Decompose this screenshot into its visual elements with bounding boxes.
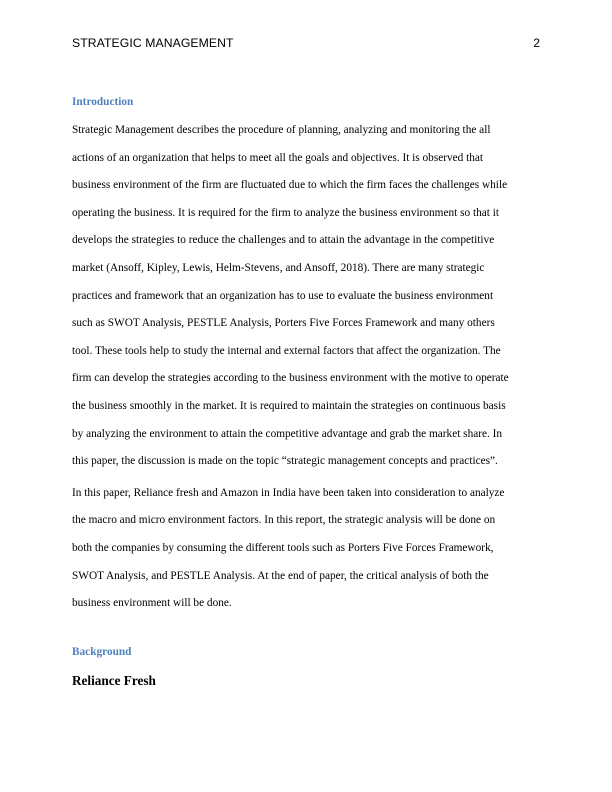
page-number: 2 xyxy=(533,36,540,50)
text-line: by analyzing the environment to attain the competitive advantage and grab the market share. In xyxy=(72,427,503,440)
running-title: STRATEGIC MANAGEMENT xyxy=(72,36,234,50)
text-line: develops the strategies to reduce the challenges and to attain the advantage in the competitive xyxy=(72,234,495,247)
text-line: tool. These tools help to study the internal and external factors that affect the organization. The xyxy=(72,344,501,357)
text-line: market (Ansoff, Kipley, Lewis, Helm-Stevens, and Ansoff, 2018). There are many strategic xyxy=(72,261,485,274)
text-line: both the companies by consuming the different tools such as Porters Five Forces Framework, xyxy=(72,541,494,554)
text-line: business environment will be done. xyxy=(72,597,232,610)
text-line: the business smoothly in the market. It is required to maintain the strategies on continuous basis xyxy=(72,399,506,412)
text-line: business environment of the firm are fluctuated due to which the firm faces the challenges while xyxy=(72,179,508,192)
text-line: Strategic Management describes the procedure of planning, analyzing and monitoring the all xyxy=(72,124,491,136)
text-line: this paper, the discussion is made on the topic “strategic management concepts and practices”. xyxy=(72,455,498,468)
text-line: In this paper, Reliance fresh and Amazon in India have been taken into consideration to analyze xyxy=(72,486,505,499)
introduction-paragraph-1 xyxy=(72,117,540,476)
text-line: practices and framework that an organization has to use to evaluate the business environment xyxy=(72,289,494,302)
text-line: such as SWOT Analysis, PESTLE Analysis, Porters Five Forces Framework and many others xyxy=(72,317,495,330)
text-line: firm can develop the strategies according to the business environment with the motive to operate xyxy=(72,372,509,385)
text-line: SWOT Analysis, and PESTLE Analysis. At the end of paper, the critical analysis of both the xyxy=(72,569,489,582)
text-line: the macro and micro environment factors. In this report, the strategic analysis will be done on xyxy=(72,514,496,527)
reliance-fresh-subheading: Reliance Fresh xyxy=(72,672,156,688)
text-line: actions of an organization that helps to meet all the goals and objectives. It is observed that xyxy=(72,151,484,164)
background-heading: Background xyxy=(72,645,132,658)
text-line: operating the business. It is required for the firm to analyze the business environment so that it xyxy=(72,206,499,219)
running-header xyxy=(72,35,540,51)
document-body xyxy=(72,90,540,693)
introduction-heading: Introduction xyxy=(72,96,134,108)
introduction-paragraph-2 xyxy=(72,480,540,618)
